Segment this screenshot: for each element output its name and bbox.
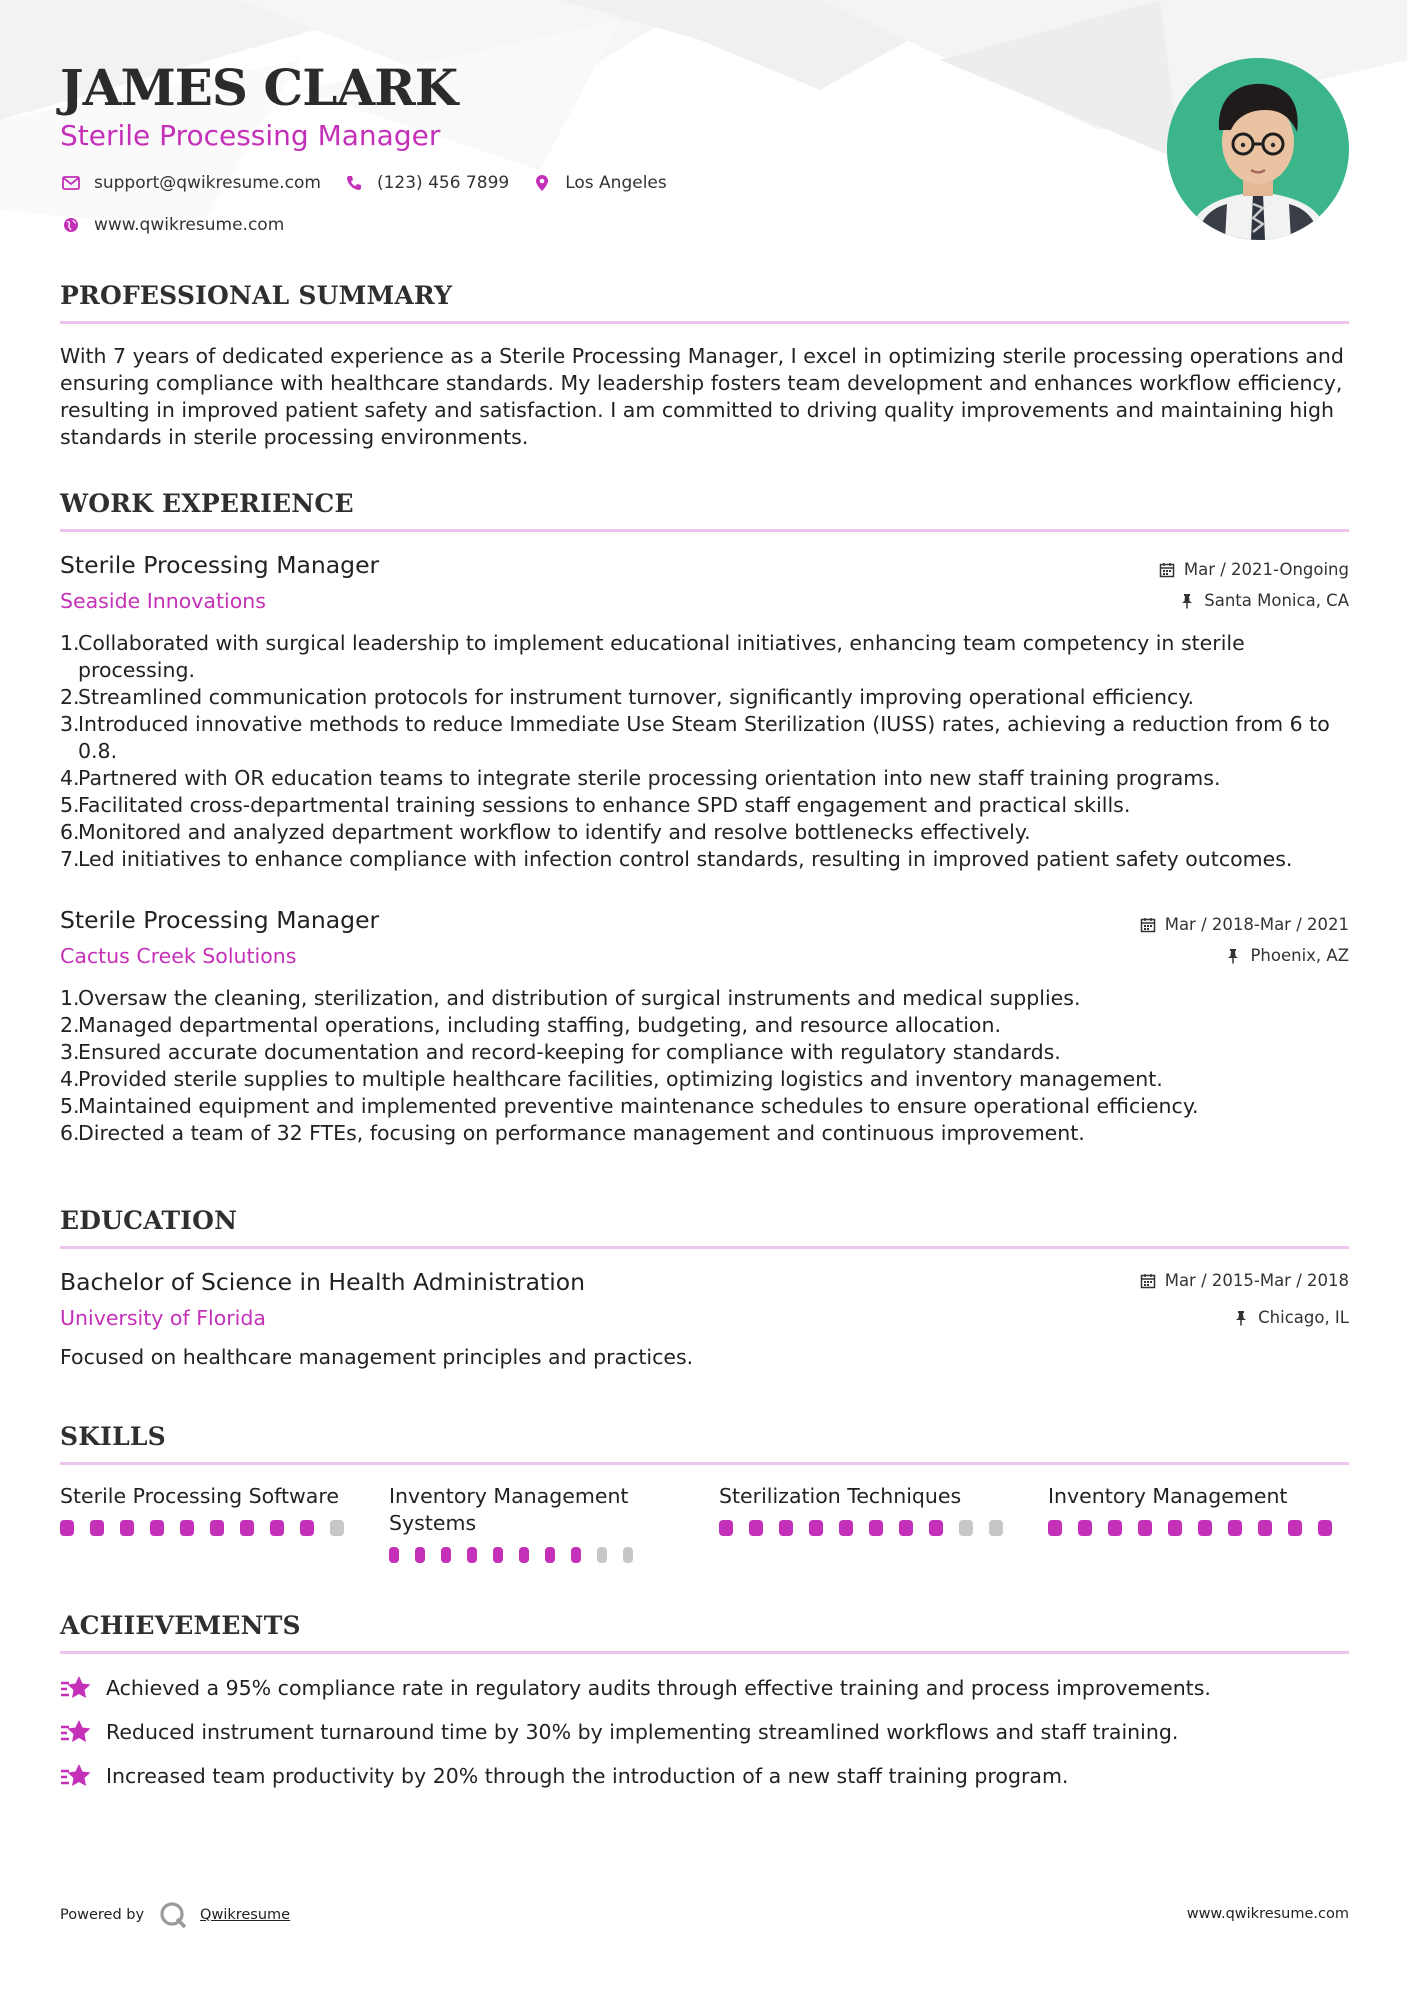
list-item: 1. Collaborated with surgical leadership to implement educational initiatives, enhancing team competency in sterile processing. xyxy=(60,631,1245,682)
skill-item xyxy=(719,1483,1019,1536)
rating-dot-empty xyxy=(597,1547,607,1563)
list-item: 3. Introduced innovative methods to reduce Immediate Use Steam Sterilization (IUSS) rates, achieving a reduction from 6 to 0.8. xyxy=(60,712,1330,763)
rating-dot-empty xyxy=(623,1547,633,1563)
degree-title: Bachelor of Science in Health Administration xyxy=(60,1268,586,1296)
rating-dot-filled xyxy=(493,1547,503,1563)
education-description: Focused on healthcare management principles and practices. xyxy=(60,1345,694,1369)
job-title: Sterile Processing Manager xyxy=(60,906,380,934)
rating-dot-filled xyxy=(899,1520,913,1536)
education-dates-text: Mar / 2015-Mar / 2018 xyxy=(1164,1271,1349,1290)
skill-item xyxy=(60,1483,360,1536)
pushpin-icon xyxy=(1224,947,1242,965)
summary-text: With 7 years of dedicated experience as a Sterile Processing Manager, I excel in optimizing sterile processing operations and ensuring compliance with healthcare standards. My leadership fosters team development and enhances workflow efficiency, resulting in improved patient safety and satisfaction. I am committed to driving quality improvements and maintaining high standards in sterile processing environments. xyxy=(60,344,1344,449)
rating-dot-empty xyxy=(330,1520,344,1536)
job-dates-text: Mar / 2018-Mar / 2021 xyxy=(1164,915,1349,934)
candidate-title: Sterile Processing Manager xyxy=(60,119,441,152)
calendar-icon xyxy=(1158,561,1176,579)
achievement-text: Reduced instrument turnaround time by 30% by implementing streamlined workflows and staff training. xyxy=(106,1720,1179,1744)
envelope-icon xyxy=(60,172,82,194)
rating-dot-filled xyxy=(467,1547,477,1563)
job-dates xyxy=(1139,915,1349,934)
candidate-name: JAMES CLARK xyxy=(60,58,458,117)
email-link[interactable]: support@qwikresume.com xyxy=(94,173,321,193)
rating-dot-filled xyxy=(180,1520,194,1536)
rating-dot-filled xyxy=(749,1520,763,1536)
rating-dot-filled xyxy=(1108,1520,1122,1536)
rating-dot-filled xyxy=(1168,1520,1182,1536)
job-location xyxy=(1178,591,1349,610)
section-heading-summary: PROFESSIONAL SUMMARY xyxy=(60,281,453,310)
achievement-text: Increased team productivity by 20% through the introduction of a new staff training program. xyxy=(106,1764,1069,1788)
list-item: 6. Monitored and analyzed department workflow to identify and resolve bottlenecks effectively. xyxy=(60,820,1031,844)
rating-dot-empty xyxy=(989,1520,1003,1536)
job-location-text: Phoenix, AZ xyxy=(1250,946,1349,965)
rating-dot-filled xyxy=(1048,1520,1062,1536)
rating-dot-filled xyxy=(1228,1520,1242,1536)
rating-dot-filled xyxy=(300,1520,314,1536)
skill-rating xyxy=(389,1547,649,1563)
school-name: University of Florida xyxy=(60,1306,266,1330)
rating-dot-filled xyxy=(719,1520,733,1536)
company-name: Seaside Innovations xyxy=(60,589,266,613)
skill-item xyxy=(1048,1483,1348,1536)
map-pin-icon xyxy=(531,172,553,194)
rating-dot-filled xyxy=(1198,1520,1212,1536)
powered-by-label: Powered by xyxy=(60,1907,145,1923)
rating-dot-filled xyxy=(60,1520,74,1536)
skill-name: Sterilization Techniques xyxy=(719,1484,962,1508)
achievement-item xyxy=(60,1762,1068,1790)
section-heading-experience: WORK EXPERIENCE xyxy=(60,489,354,518)
skill-item xyxy=(389,1483,649,1563)
rating-dot-filled xyxy=(1288,1520,1302,1536)
qwikresume-logo-icon xyxy=(158,1900,188,1930)
rating-dot-filled xyxy=(389,1547,399,1563)
footer-website-link[interactable]: www.qwikresume.com xyxy=(1186,1906,1349,1922)
rating-dot-filled xyxy=(809,1520,823,1536)
rating-dot-empty xyxy=(959,1520,973,1536)
pushpin-icon xyxy=(1178,592,1196,610)
skill-name: Sterile Processing Software xyxy=(60,1484,339,1508)
pushpin-icon xyxy=(1232,1309,1250,1327)
rating-dot-filled xyxy=(441,1547,451,1563)
job-title: Sterile Processing Manager xyxy=(60,551,380,579)
rating-dot-filled xyxy=(1258,1520,1272,1536)
job-location-text: Santa Monica, CA xyxy=(1204,591,1349,610)
rating-dot-filled xyxy=(1078,1520,1092,1536)
list-item: 4. Partnered with OR education teams to integrate sterile processing orientation into new staff training programs. xyxy=(60,766,1221,790)
list-item: 6. Directed a team of 32 FTEs, focusing on performance management and continuous improvement. xyxy=(60,1121,1085,1145)
rating-dot-filled xyxy=(150,1520,164,1536)
contact-line xyxy=(60,172,689,194)
section-divider xyxy=(60,529,1349,532)
section-divider xyxy=(60,1651,1349,1654)
job-dates xyxy=(1158,560,1349,579)
rating-dot-filled xyxy=(839,1520,853,1536)
list-item: 1. Oversaw the cleaning, sterilization, and distribution of surgical instruments and medical supplies. xyxy=(60,986,1081,1010)
website-link[interactable]: www.qwikresume.com xyxy=(94,215,285,235)
location-text: Los Angeles xyxy=(565,173,667,193)
list-item: 3. Ensured accurate documentation and record-keeping for compliance with regulatory standards. xyxy=(60,1040,1061,1064)
phone-number[interactable]: (123) 456 7899 xyxy=(376,173,510,193)
rating-dot-filled xyxy=(929,1520,943,1536)
rating-dot-filled xyxy=(210,1520,224,1536)
skill-name: Inventory Management Systems xyxy=(389,1484,629,1535)
section-divider xyxy=(60,1246,1349,1249)
rating-dot-filled xyxy=(1138,1520,1152,1536)
achievement-item xyxy=(60,1674,1211,1702)
list-item: 7. Led initiatives to enhance compliance with infection control standards, resulting in improved patient safety outcomes. xyxy=(60,847,1293,871)
company-name: Cactus Creek Solutions xyxy=(60,944,297,968)
footer-powered-by xyxy=(60,1900,290,1930)
rating-dot-filled xyxy=(415,1547,425,1563)
star-icon xyxy=(60,1718,92,1746)
education-dates xyxy=(1139,1271,1349,1290)
star-icon xyxy=(60,1762,92,1790)
list-item: 4. Provided sterile supplies to multiple healthcare facilities, optimizing logistics and inventory management. xyxy=(60,1067,1163,1091)
list-item: 5. Maintained equipment and implemented preventive maintenance schedules to ensure operational efficiency. xyxy=(60,1094,1199,1118)
job-bullets xyxy=(60,630,1352,873)
list-item: 2. Managed departmental operations, including staffing, budgeting, and resource allocation. xyxy=(60,1013,1001,1037)
list-item: 5. Facilitated cross-departmental training sessions to enhance SPD staff engagement and practical skills. xyxy=(60,793,1131,817)
section-divider xyxy=(60,321,1349,324)
rating-dot-filled xyxy=(270,1520,284,1536)
calendar-icon xyxy=(1139,916,1157,934)
section-heading-education: EDUCATION xyxy=(60,1206,238,1235)
globe-icon xyxy=(60,214,82,236)
profile-photo xyxy=(1167,58,1349,240)
rating-dot-filled xyxy=(240,1520,254,1536)
rating-dot-filled xyxy=(545,1547,555,1563)
rating-dot-filled xyxy=(1318,1520,1332,1536)
rating-dot-filled xyxy=(120,1520,134,1536)
contact-line-2 xyxy=(60,214,306,236)
star-icon xyxy=(60,1674,92,1702)
job-dates-text: Mar / 2021-Ongoing xyxy=(1183,560,1349,579)
section-divider xyxy=(60,1462,1349,1465)
phone-icon xyxy=(343,172,365,194)
achievement-item xyxy=(60,1718,1178,1746)
skill-rating xyxy=(719,1520,1019,1536)
rating-dot-filled xyxy=(90,1520,104,1536)
rating-dot-filled xyxy=(519,1547,529,1563)
rating-dot-filled xyxy=(571,1547,581,1563)
section-heading-skills: SKILLS xyxy=(60,1422,166,1451)
skill-name: Inventory Management xyxy=(1048,1484,1288,1508)
job-location xyxy=(1224,946,1349,965)
qwikresume-link[interactable]: Qwikresume xyxy=(200,1907,291,1923)
skill-rating xyxy=(60,1520,360,1536)
rating-dot-filled xyxy=(869,1520,883,1536)
education-location xyxy=(1232,1308,1349,1327)
job-bullets xyxy=(60,985,1352,1147)
achievement-text: Achieved a 95% compliance rate in regulatory audits through effective training and process improvements. xyxy=(106,1676,1211,1700)
list-item: 2. Streamlined communication protocols for instrument turnover, significantly improving operational efficiency. xyxy=(60,685,1195,709)
calendar-icon xyxy=(1139,1272,1157,1290)
rating-dot-filled xyxy=(779,1520,793,1536)
education-location-text: Chicago, IL xyxy=(1258,1308,1349,1327)
skill-rating xyxy=(1048,1520,1348,1536)
section-heading-achievements: ACHIEVEMENTS xyxy=(60,1611,301,1640)
